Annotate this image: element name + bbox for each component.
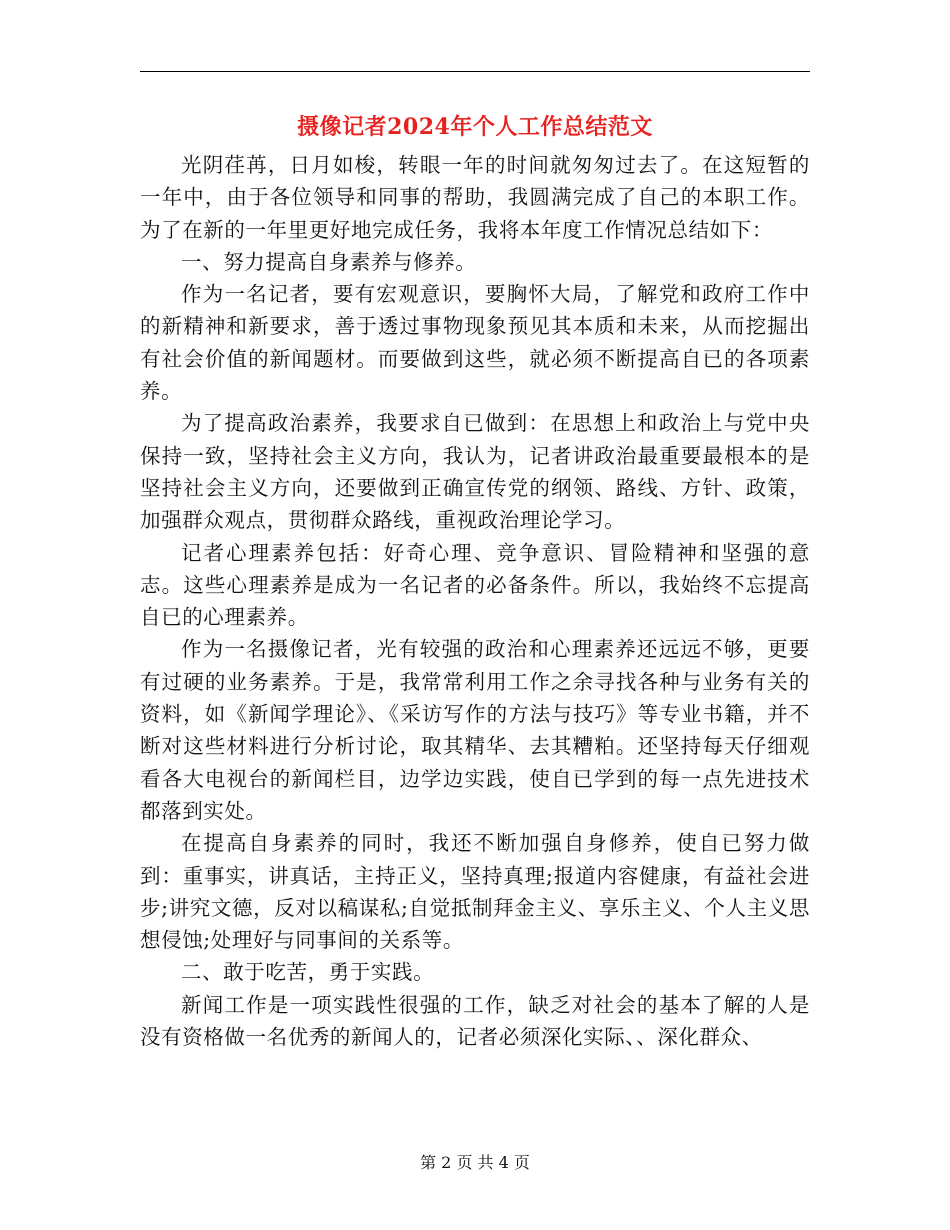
- document-body: [140, 149, 810, 1053]
- document-title: 摄像记者2024年个人工作总结范文: [297, 114, 653, 140]
- paragraph-political-quality: 为了提高政治素养，我要求自已做到：在思想上和政治上与党中央保持一致，坚持社会主义方向，我认为，记者讲政治最重要最根本的是坚持社会主义方向，还要做到正确宣传党的纲领、路线、方针、政策，加强群众观点，贯彻群众路线，重视政治理论学习。: [140, 411, 810, 533]
- paragraph-self-cultivation: 在提高自身素养的同时，我还不断加强自身修养，使自已努力做到：重事实，讲真话，主持正义，坚持真理;报道内容健康，有益社会进步;讲究文德，反对以稿谋私;自觉抵制拜金主义、享乐主义、个人主义思想侵蚀;处理好与同事间的关系等。: [140, 831, 810, 953]
- paragraph-intro: 光阴荏苒，日月如梭，转眼一年的时间就匆匆过去了。在这短暂的一年中，由于各位领导和同事的帮助，我圆满完成了自己的本职工作。为了在新的一年里更好地完成任务，我将本年度工作情况总结如下：: [140, 153, 810, 242]
- paragraph-macro-awareness: 作为一名记者，要有宏观意识，要胸怀大局，了解党和政府工作中的新精神和新要求，善于透过事物现象预见其本质和未来，从而挖掘出有社会价值的新闻题材。而要做到这些，就必须不断提高自已的各项素养。: [140, 282, 810, 404]
- paragraph-practice: 新闻工作是一项实践性很强的工作，缺乏对社会的基本了解的人是没有资格做一名优秀的新闻人的，记者必须深化实际、、深化群众、: [140, 992, 810, 1050]
- section-heading-1: 一、努力提高自身素养与修养。: [181, 249, 477, 274]
- section-heading-2: 二、敢于吃苦，勇于实践。: [181, 960, 435, 985]
- header-rule: [140, 71, 810, 72]
- paragraph-professional-quality: 作为一名摄像记者，光有较强的政治和心理素养还远远不够，更要有过硬的业务素养。于是，我常常利用工作之余寻找各种与业务有关的资料，如《新闻学理论》、《采访写作的方法与技巧》等专业书籍，并不断对这些材料进行分析讨论，取其精华、去其糟粕。还坚持每天仔细观看各大电视台的新闻栏目，边学边实践，使自已学到的每一点先进技术都落到实处。: [140, 637, 810, 823]
- page-number: 第 2 页 共 4 页: [420, 1153, 530, 1172]
- page-footer: [140, 1152, 810, 1174]
- paragraph-psychological-quality: 记者心理素养包括：好奇心理、竞争意识、冒险精神和坚强的意志。这些心理素养是成为一名记者的必备条件。所以，我始终不忘提高自已的心理素养。: [140, 540, 810, 630]
